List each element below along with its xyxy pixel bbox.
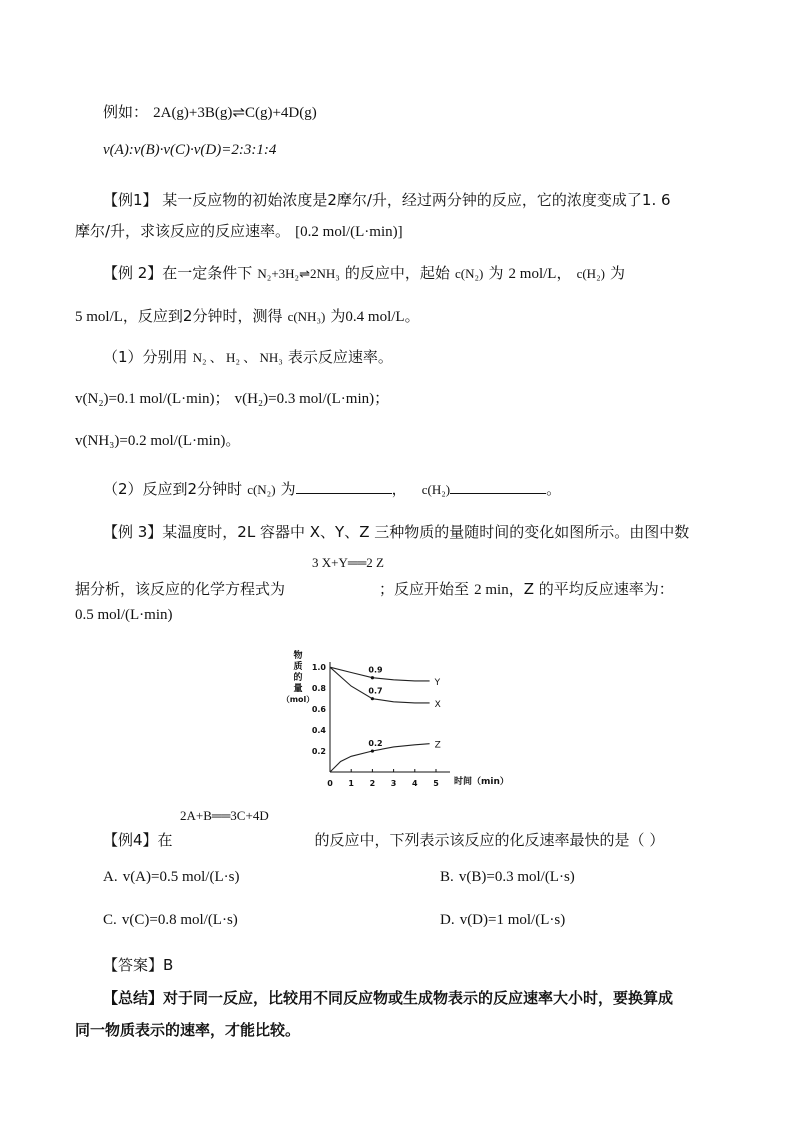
ex1-line1: 【例1】 某一反应物的初始浓度是2摩尔/升，经过两分钟的反应，它的浓度变成了1. 6 xyxy=(103,191,671,209)
ex3-line1: 【例 3】某温度时，2L 容器中 X、Y、Z 三种物质的量随时间的变化如图所示。由图中数 xyxy=(103,523,690,541)
x-tick-label: 4 xyxy=(412,779,418,788)
ex3-answer-equation: 3 X+Y══2 Z xyxy=(312,555,384,570)
ex2-q2-cH2: c(H₂) xyxy=(421,482,451,497)
ex1-line2 xyxy=(75,220,403,241)
chart xyxy=(282,648,512,796)
annotation-label: 0.9 xyxy=(368,665,383,675)
x-tick-label: 2 xyxy=(369,779,376,788)
ex4-option-b[interactable] xyxy=(440,866,575,886)
ex2-q1-a: （1）分别用 xyxy=(103,348,188,366)
option-b-label: B. xyxy=(440,869,454,885)
ex2-line2-a: ，反应到2分钟时，测得 xyxy=(122,307,283,325)
ex2-line1-b: 的反应中，起始 xyxy=(344,264,450,282)
option-d-text: v(D)=1 mol/(L·s) xyxy=(459,912,566,928)
option-c-text: v(C)=0.8 mol/(L·s) xyxy=(121,912,238,928)
y-axis-label xyxy=(282,649,314,704)
ex2-r1: v(N₂)=0.1 mol/(L·min) xyxy=(75,391,215,407)
ex3-line2-b: ；反应开始至 xyxy=(379,580,470,598)
ex2-line1-c: 为 xyxy=(488,264,504,282)
y-tick-label: 1.0 xyxy=(311,663,326,673)
ex2-r2: v(H₂)=0.3 mol/(L·min) xyxy=(234,391,375,407)
ex4-line xyxy=(103,829,664,850)
option-a-label: A. xyxy=(103,869,118,885)
ex2-line1-d: 为 xyxy=(610,264,626,282)
ex2-sep1: ； xyxy=(214,389,230,407)
ex2-v1: 2 mol/L xyxy=(508,266,557,282)
ex4-option-d[interactable] xyxy=(440,909,565,929)
intro-label: 例如： xyxy=(103,103,149,121)
ex2-rates-line2 xyxy=(75,429,240,450)
y-tick-label: 0.2 xyxy=(311,747,326,757)
ex4-option-c[interactable] xyxy=(103,909,238,929)
y-tick-label: 0.8 xyxy=(311,684,326,694)
ex1-line2-text: 摩尔/升，求该反应的反应速率。 xyxy=(75,222,291,240)
ex2-r3: v(NH₃)=0.2 mol/(L·min) xyxy=(75,433,226,449)
y-tick-label: 0.6 xyxy=(311,705,326,715)
ex2-q2-a: （2）反应到2分钟时 xyxy=(103,480,243,498)
ex4-equation: 2A+B══3C+4D xyxy=(180,808,269,823)
series-label-z: Z xyxy=(434,740,441,751)
ex1-answer: [0.2 mol/(L·min)] xyxy=(295,224,403,240)
y-axis-label-text: 物质的量（mol） xyxy=(282,651,315,704)
ex2-line2 xyxy=(75,305,420,326)
ex2-line2-b: 为 xyxy=(330,307,346,325)
ex2-line1-a: 【例 2】在一定条件下 xyxy=(103,264,253,282)
x-axis-label: 时间（min） xyxy=(454,777,509,787)
option-b-text: v(B)=0.3 mol/(L·s) xyxy=(458,869,575,885)
annotation-point xyxy=(371,676,374,679)
ex2-q2-b: 为 xyxy=(280,480,296,498)
ex2-q2-blank1[interactable] xyxy=(296,479,392,494)
ex4-line-a: 【例4】在 xyxy=(103,831,173,849)
annotation-label: 0.2 xyxy=(368,739,383,749)
series-label-y: Y xyxy=(434,677,441,688)
ex3-time: 2 min xyxy=(474,582,509,598)
ex3-answer-rate: 0.5 mol/(L·min) xyxy=(75,607,173,623)
ex2-q2-d: 。 xyxy=(546,480,562,498)
ex2-q2-cN2: c(N₂) xyxy=(247,482,276,497)
ex2-v2: 5 mol/L xyxy=(75,309,123,325)
ex2-cNH3: c(NH₃) xyxy=(287,309,326,324)
option-c-label: C. xyxy=(103,912,117,928)
x-tick-label: 5 xyxy=(433,779,439,788)
ex3-line2-c: ，Z 的平均反应速率为： xyxy=(508,580,674,598)
ex2-line2-c: 。 xyxy=(404,307,420,325)
ex2-q2-blank2[interactable] xyxy=(450,479,546,494)
annotation-point xyxy=(371,749,374,752)
summary-line2: 同一物质表示的速率，才能比较。 xyxy=(75,1021,301,1039)
x-tick-label: 0 xyxy=(327,779,333,788)
ex2-q1-b: 表示反应速率。 xyxy=(287,348,393,366)
ex2-q1 xyxy=(103,346,393,367)
ex2-v3: 0.4 mol/L xyxy=(345,309,405,325)
ex2-comma: ， xyxy=(556,264,572,282)
ex2-equation: N₂+3H₂⇌2NH₃ xyxy=(257,266,340,281)
intro-equation: 2A(g)+3B(g)⇌C(g)+4D(g) xyxy=(153,105,317,121)
answer: 【答案】B xyxy=(103,956,174,974)
ex2-end3: 。 xyxy=(225,431,241,449)
ex2-rates-line1 xyxy=(75,387,389,408)
ex4-line-b: 的反应中，下列表示该反应的化反速率最快的是（ ） xyxy=(314,831,665,849)
ex2-q1-species: N₂ 、 H₂ 、 NH₃ xyxy=(192,350,283,365)
ex2-line1 xyxy=(103,262,625,283)
series-label-x: X xyxy=(434,699,441,710)
x-tick-label: 3 xyxy=(390,779,397,788)
option-d-label: D. xyxy=(440,912,455,928)
option-a-text: v(A)=0.5 mol/(L·s) xyxy=(122,869,240,885)
intro-line xyxy=(103,101,317,122)
summary-line1: 【总结】对于同一反应，比较用不同反应物或生成物表示的反应速率大小时，要换算成 xyxy=(103,989,674,1007)
ex3-line2 xyxy=(75,578,674,599)
x-tick-label: 1 xyxy=(348,779,354,788)
ex2-sep2: ； xyxy=(374,389,390,407)
y-tick-label: 0.4 xyxy=(311,726,326,736)
ex2-cN2: c(N₂) xyxy=(454,266,484,281)
ex2-q2-c: ， xyxy=(391,480,407,498)
ex4-option-a[interactable] xyxy=(103,866,239,886)
annotation-point xyxy=(371,697,374,700)
ex2-q2 xyxy=(103,478,561,499)
ex2-cH2: c(H₂) xyxy=(576,266,605,281)
annotation-label: 0.7 xyxy=(368,686,383,696)
intro-ratio: v(A):v(B)·v(C)·v(D)=2:3:1:4 xyxy=(103,142,277,158)
ex3-line2-a: 据分析，该反应的化学方程式为 xyxy=(75,580,286,598)
